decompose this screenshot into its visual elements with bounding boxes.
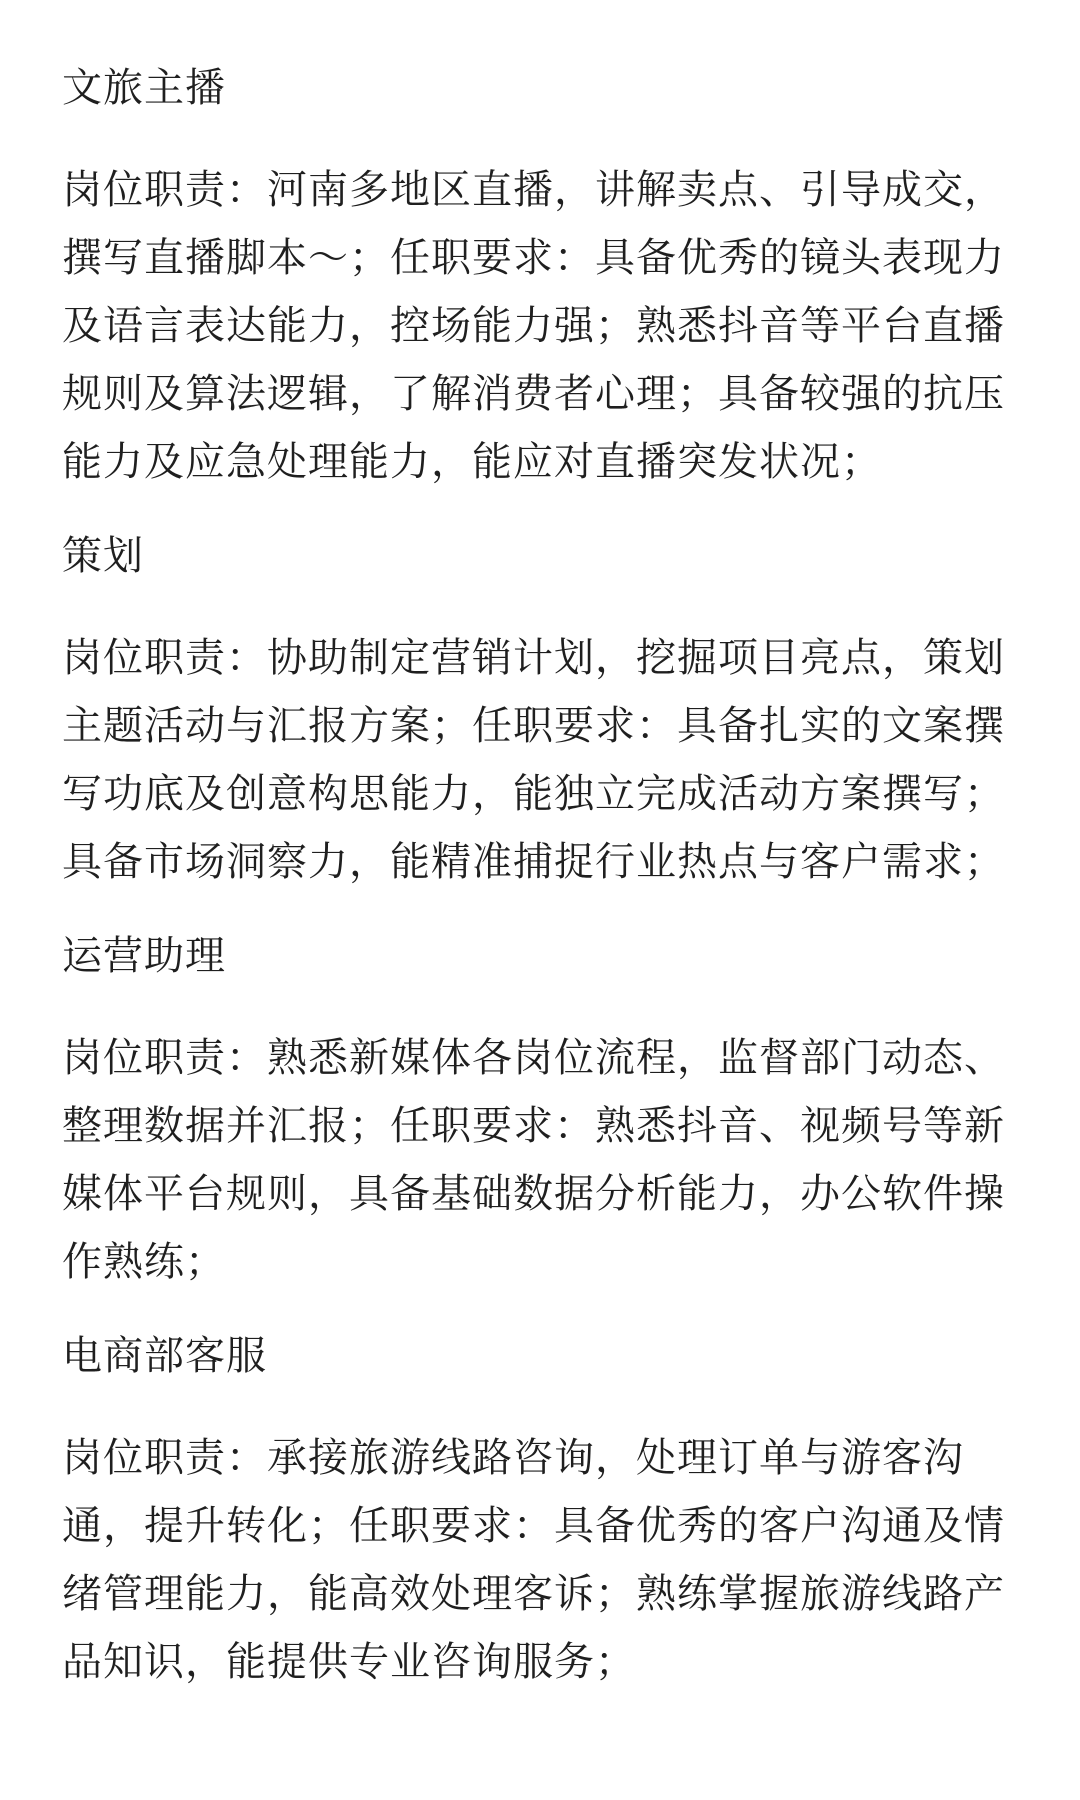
job-section-operations-assistant bbox=[62, 926, 1022, 1296]
job-title: 电商部客服 bbox=[62, 1333, 267, 1379]
description-line: 通，提升转化；任职要求：具备优秀的客户沟通及情 bbox=[62, 1503, 1005, 1549]
description-line: 作熟练； bbox=[62, 1239, 226, 1285]
job-title: 运营助理 bbox=[62, 933, 226, 979]
description-line: 写功底及创意构思能力，能独立完成活动方案撰写； bbox=[62, 771, 1005, 817]
description-line: 岗位职责：河南多地区直播，讲解卖点、引导成交， bbox=[62, 167, 1005, 213]
description-line: 整理数据并汇报；任职要求：熟悉抖音、视频号等新 bbox=[62, 1103, 1005, 1149]
job-title: 策划 bbox=[62, 533, 144, 579]
description-line: 品知识，能提供专业咨询服务； bbox=[62, 1639, 636, 1685]
description-line: 撰写直播脚本～；任职要求：具备优秀的镜头表现力 bbox=[62, 235, 1005, 281]
description-line: 岗位职责：熟悉新媒体各岗位流程，监督部门动态、 bbox=[62, 1035, 1005, 1081]
job-description bbox=[62, 624, 1022, 896]
description-line: 绪管理能力，能高效处理客诉；熟练掌握旅游线路产 bbox=[62, 1571, 1005, 1617]
job-section-anchor bbox=[62, 58, 1022, 496]
description-line: 规则及算法逻辑，了解消费者心理；具备较强的抗压 bbox=[62, 371, 1005, 417]
description-line: 媒体平台规则，具备基础数据分析能力，办公软件操 bbox=[62, 1171, 1005, 1217]
description-line: 能力及应急处理能力，能应对直播突发状况； bbox=[62, 439, 882, 485]
description-line: 及语言表达能力，控场能力强；熟悉抖音等平台直播 bbox=[62, 303, 1005, 349]
job-description bbox=[62, 1424, 1022, 1696]
description-line: 具备市场洞察力，能精准捕捉行业热点与客户需求； bbox=[62, 839, 1005, 885]
job-description bbox=[62, 1024, 1022, 1296]
job-section-planner bbox=[62, 526, 1022, 896]
job-description bbox=[62, 156, 1022, 496]
job-listing-document bbox=[62, 58, 1022, 1726]
description-line: 岗位职责：承接旅游线路咨询，处理订单与游客沟 bbox=[62, 1435, 964, 1481]
job-section-ecommerce-support bbox=[62, 1326, 1022, 1696]
description-line: 主题活动与汇报方案；任职要求：具备扎实的文案撰 bbox=[62, 703, 1005, 749]
job-title: 文旅主播 bbox=[62, 65, 226, 111]
description-line: 岗位职责：协助制定营销计划，挖掘项目亮点，策划 bbox=[62, 635, 1005, 681]
